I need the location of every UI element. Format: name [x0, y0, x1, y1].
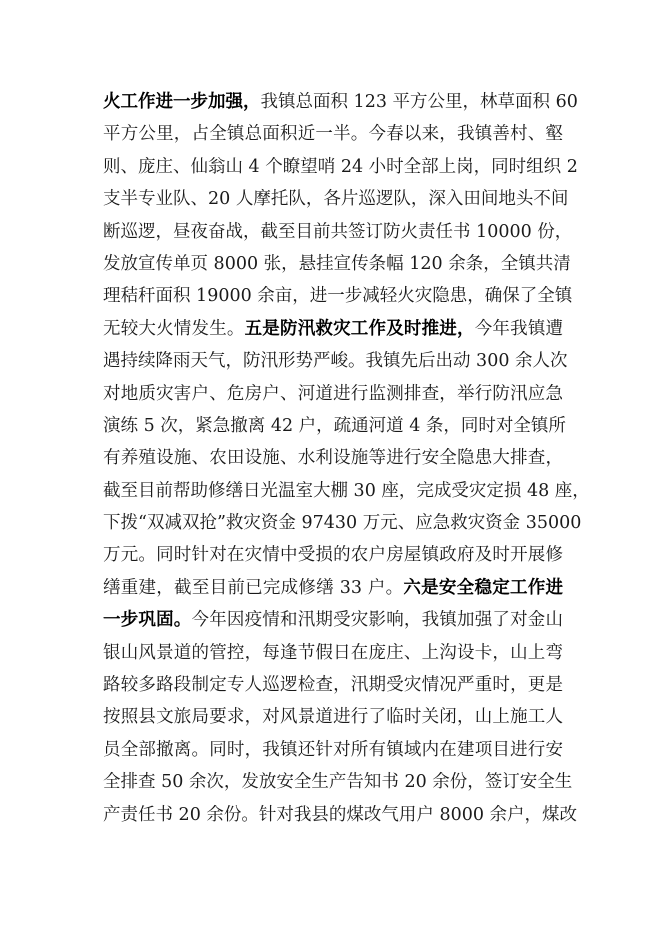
bold-heading-text: 火工作进一步加强， — [103, 92, 261, 112]
text-line — [103, 604, 563, 636]
text-line — [103, 734, 563, 766]
body-text-run: 缮重建，截至目前已完成修缮 33 户。 — [103, 577, 404, 598]
text-line — [103, 313, 563, 345]
text-line — [103, 378, 563, 410]
text-line — [103, 410, 566, 442]
body-text-run: 支半专业队、20 人摩托队，各片巡逻队，深入田间地头不间 — [103, 189, 569, 210]
text-line — [103, 637, 563, 669]
body-text-run: 演练 5 次，紧急撤离 42 户，疏通河道 4 条，同时对全镇所 — [103, 415, 566, 436]
body-text-run: 万元。同时针对在灾情中受损的农户房屋镇政府及时开展修 — [103, 545, 563, 566]
text-line — [103, 151, 578, 183]
text-line — [103, 118, 563, 150]
body-text-run: 全排查 50 余次，发放安全生产告知书 20 余份，签订安全生 — [103, 772, 573, 793]
body-text-run: 我镇总面积 123 平方公里，林草面积 60 — [260, 92, 578, 112]
body-text-run: 有养殖设施、农田设施、水利设施等进行安全隐患大排查， — [103, 448, 563, 469]
body-text-run: 无较大火情发生。 — [103, 318, 245, 339]
text-line — [103, 572, 563, 604]
body-text — [103, 86, 590, 831]
text-line — [103, 507, 582, 539]
text-line — [103, 345, 568, 377]
text-line — [103, 248, 571, 280]
text-line — [103, 766, 573, 798]
body-text-run: 发放宣传单页 8000 张，悬挂宣传条幅 120 余条，全镇共清 — [103, 253, 571, 274]
bold-heading-text: 五是防汛救灾工作及时推进， — [244, 318, 475, 339]
text-line — [103, 280, 573, 312]
text-line — [103, 86, 578, 118]
body-text-run: 理秸秆面积 19000 余亩，进一步减轻火灾隐患，确保了全镇 — [103, 286, 573, 307]
bold-heading-text: 一步巩固。 — [103, 610, 192, 631]
body-text-run: 路较多路段制定专人巡逻检查，汛期受灾情况严重时，更是 — [103, 675, 563, 696]
body-text-run: 对地质灾害户、危房户、河道进行监测排查，举行防汛应急 — [103, 383, 563, 404]
body-text-run: 下拨“双减双抢”救灾资金 97430 万元、应急救灾资金 35000 — [103, 513, 582, 534]
text-line — [103, 701, 563, 733]
body-text-run: 遇持续降雨天气，防汛形势严峻。我镇先后出动 300 余人次 — [103, 351, 568, 372]
text-line — [103, 183, 569, 215]
text-line — [103, 669, 563, 701]
body-text-run: 银山风景道的管控，每逢节假日在庞庄、上沟设卡，山上弯 — [103, 642, 563, 663]
text-line — [103, 442, 563, 474]
text-line — [103, 539, 563, 571]
body-text-run: 按照县文旅局要求，对风景道进行了临时关闭，山上施工人 — [103, 707, 563, 728]
body-text-run: 员全部撤离。同时，我镇还针对所有镇域内在建项目进行安 — [103, 739, 563, 760]
bold-heading-text: 六是安全稳定工作进 — [403, 577, 563, 598]
body-text-run: 产责任书 20 余份。针对我县的煤改气用户 8000 余户，煤改 — [103, 804, 578, 825]
body-text-run: 截至目前帮助修缮日光温室大棚 30 座，完成受灾定损 48 座， — [103, 480, 590, 501]
body-text-run: 则、庞庄、仙翁山 4 个瞭望哨 24 小时全部上岗，同时组织 2 — [103, 156, 578, 177]
text-line — [103, 216, 573, 248]
body-text-run: 今年我镇遭 — [474, 318, 564, 339]
body-text-run: 今年因疫情和汛期受灾影响，我镇加强了对金山 — [191, 610, 563, 631]
body-text-run: 断巡逻，昼夜奋战，截至目前共签订防火责任书 10000 份， — [103, 221, 573, 242]
text-line — [103, 799, 578, 831]
text-line — [103, 475, 590, 507]
body-text-run: 平方公里，占全镇总面积近一半。今春以来，我镇善村、壑 — [103, 124, 563, 145]
